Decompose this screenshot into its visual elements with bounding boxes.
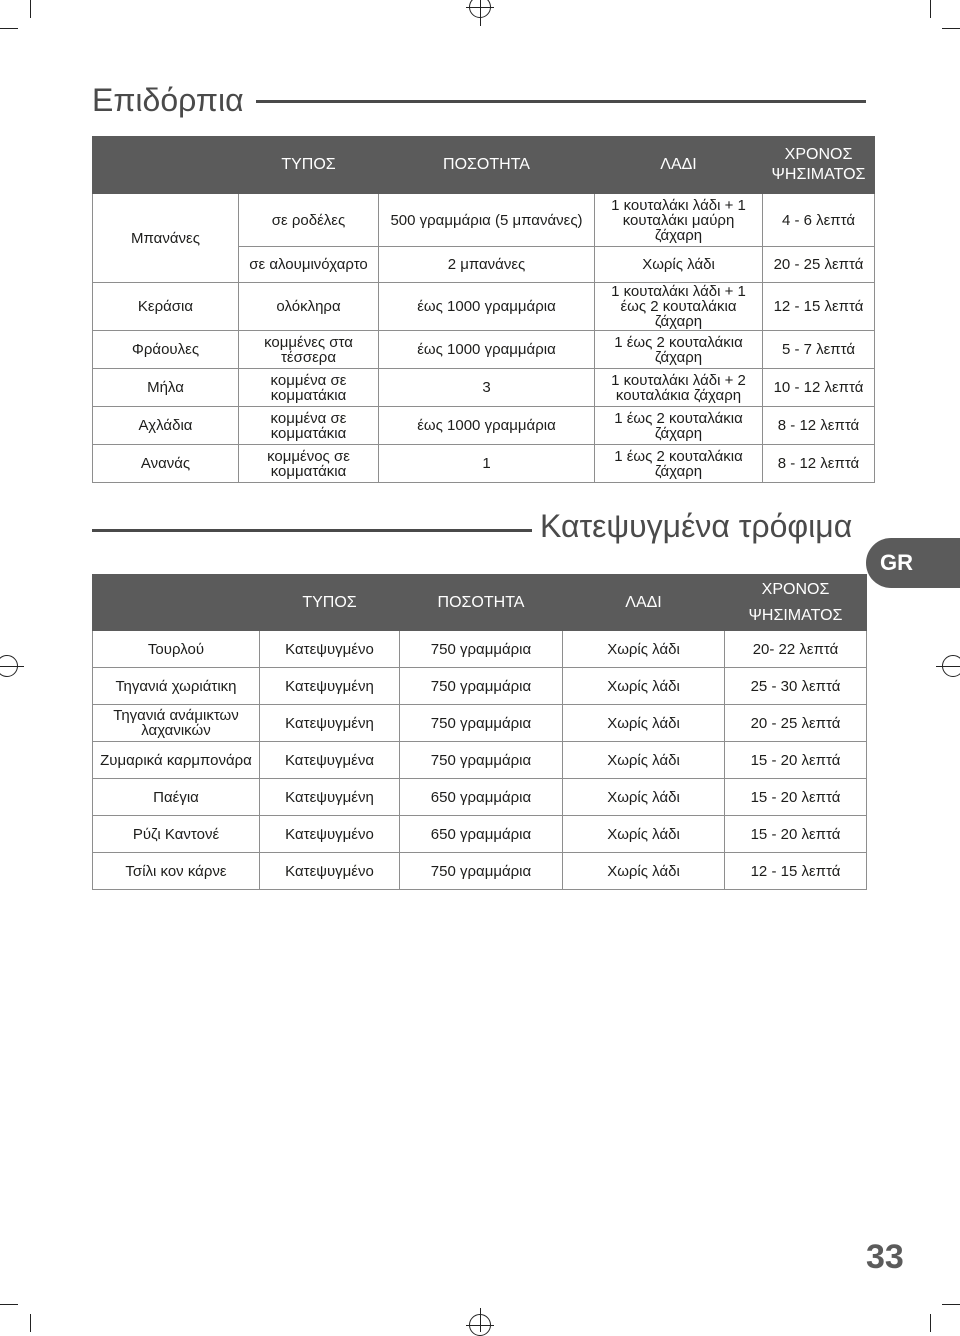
row-label: Κεράσια	[93, 283, 239, 331]
header-cell: ΛΑΔΙ	[563, 575, 725, 631]
row-label: Τσίλι κον κάρνε	[93, 853, 260, 890]
row-label: Ανανάς	[93, 445, 239, 483]
cell-quantity: 750 γραμμάρια	[400, 742, 563, 779]
header-cell	[93, 575, 260, 631]
cell-oil: Χωρίς λάδι	[563, 779, 725, 816]
cell-oil: Χωρίς λάδι	[563, 742, 725, 779]
row-label: Τουρλού	[93, 631, 260, 668]
table-row	[93, 445, 875, 483]
cell-oil: Χωρίς λάδι	[563, 668, 725, 705]
crop-mark	[30, 1314, 31, 1332]
cell-quantity: 3	[379, 369, 595, 407]
cell-oil: 1 έως 2 κουταλάκια ζάχαρη	[595, 445, 763, 483]
crop-mark	[930, 1314, 931, 1332]
cell-time: 5 - 7 λεπτά	[763, 331, 875, 369]
cell-quantity: 650 γραμμάρια	[400, 779, 563, 816]
table-header-row	[93, 575, 867, 631]
header-cell: ΧΡΟΝΟΣ ΨΗΣΙΜΑΤΟΣ	[763, 137, 875, 194]
cell-type: Κατεψυγμένα	[260, 742, 400, 779]
header-cell: ΛΑΔΙ	[595, 137, 763, 194]
table-row	[93, 369, 875, 407]
registration-mark	[936, 666, 960, 667]
row-label: Ρύζι Καντονέ	[93, 816, 260, 853]
cell-type: Κατεψυγμένη	[260, 668, 400, 705]
cell-type: Κατεψυγμένη	[260, 779, 400, 816]
table-row	[93, 331, 875, 369]
cell-type: κομμένος σε κομματάκια	[239, 445, 379, 483]
header-cell: ΧΡΟΝΟΣ ΨΗΣΙΜΑΤΟΣ	[725, 575, 867, 631]
table-row	[93, 283, 875, 331]
cell-quantity: 1	[379, 445, 595, 483]
table-row	[93, 742, 867, 779]
cell-time: 15 - 20 λεπτά	[725, 742, 867, 779]
cell-type: σε αλουμινόχαρτο	[239, 247, 379, 283]
cell-type: ολόκληρα	[239, 283, 379, 331]
table-row	[93, 631, 867, 668]
table-row	[93, 853, 867, 890]
table-row	[93, 779, 867, 816]
section-title-frozen: Κατεψυγμένα τρόφιμα	[540, 508, 853, 544]
cell-oil: 1 έως 2 κουταλάκια ζάχαρη	[595, 407, 763, 445]
registration-mark	[480, 0, 481, 26]
cell-quantity: 750 γραμμάρια	[400, 631, 563, 668]
row-label: Αχλάδια	[93, 407, 239, 445]
cell-oil: 1 κουταλάκι λάδι + 1 έως 2 κουταλάκια ζάχαρη	[595, 283, 763, 331]
table-row	[93, 705, 867, 742]
header-cell	[93, 137, 239, 194]
table-row	[93, 816, 867, 853]
cell-quantity: 650 γραμμάρια	[400, 816, 563, 853]
cell-quantity: 750 γραμμάρια	[400, 668, 563, 705]
registration-mark	[466, 1325, 494, 1326]
header-cell: ΤΥΠΟΣ	[239, 137, 379, 194]
cell-oil: Χωρίς λάδι	[595, 247, 763, 283]
row-label: Μπανάνες	[93, 194, 239, 283]
cell-oil: 1 κουταλάκι λάδι + 2 κουταλάκια ζάχαρη	[595, 369, 763, 407]
cell-time: 20 - 25 λεπτά	[763, 247, 875, 283]
cell-time: 20 - 25 λεπτά	[725, 705, 867, 742]
cell-time: 4 - 6 λεπτά	[763, 194, 875, 247]
language-badge: GR	[866, 538, 960, 588]
cell-type: Κατεψυγμένο	[260, 631, 400, 668]
cell-time: 15 - 20 λεπτά	[725, 779, 867, 816]
row-label: Τηγανιά ανάμικτων λαχανικών	[93, 705, 260, 742]
cell-time: 15 - 20 λεπτά	[725, 816, 867, 853]
desserts-table	[92, 136, 875, 483]
crop-mark	[0, 28, 18, 29]
section-rule	[92, 529, 532, 532]
crop-mark	[942, 1304, 960, 1305]
cell-time: 20- 22 λεπτά	[725, 631, 867, 668]
cell-quantity: έως 1000 γραμμάρια	[379, 331, 595, 369]
cell-quantity: 750 γραμμάρια	[400, 853, 563, 890]
cell-time: 12 - 15 λεπτά	[725, 853, 867, 890]
cell-oil: 1 κουταλάκι λάδι + 1 κουταλάκι μαύρη ζάχαρη	[595, 194, 763, 247]
row-label: Φράουλες	[93, 331, 239, 369]
table-row	[93, 668, 867, 705]
cell-type: κομμένα σε κομματάκια	[239, 369, 379, 407]
cell-time: 10 - 12 λεπτά	[763, 369, 875, 407]
cell-oil: Χωρίς λάδι	[563, 816, 725, 853]
row-label: Παέγια	[93, 779, 260, 816]
cell-oil: Χωρίς λάδι	[563, 705, 725, 742]
cell-type: Κατεψυγμένο	[260, 816, 400, 853]
crop-mark	[942, 28, 960, 29]
crop-mark	[0, 1304, 18, 1305]
cell-time: 12 - 15 λεπτά	[763, 283, 875, 331]
table-header-row	[93, 137, 875, 194]
row-label: Ζυμαρικά καρμπονάρα	[93, 742, 260, 779]
cell-quantity: 750 γραμμάρια	[400, 705, 563, 742]
cell-quantity: 2 μπανάνες	[379, 247, 595, 283]
cell-quantity: έως 1000 γραμμάρια	[379, 283, 595, 331]
frozen-table	[92, 574, 867, 890]
table-row	[93, 407, 875, 445]
section-rule	[256, 100, 866, 103]
section-title-desserts: Επιδόρπια	[92, 82, 244, 118]
row-label: Τηγανιά χωριάτικη	[93, 668, 260, 705]
cell-oil: Χωρίς λάδι	[563, 853, 725, 890]
cell-type: σε ροδέλες	[239, 194, 379, 247]
registration-mark	[466, 7, 494, 8]
cell-type: κομμένα σε κομματάκια	[239, 407, 379, 445]
cell-type: κομμένες στα τέσσερα	[239, 331, 379, 369]
crop-mark	[930, 0, 931, 18]
cell-time: 25 - 30 λεπτά	[725, 668, 867, 705]
crop-mark	[30, 0, 31, 18]
header-cell: ΠΟΣΟΤΗΤΑ	[379, 137, 595, 194]
cell-oil: Χωρίς λάδι	[563, 631, 725, 668]
registration-mark	[0, 666, 24, 667]
cell-type: Κατεψυγμένη	[260, 705, 400, 742]
cell-time: 8 - 12 λεπτά	[763, 445, 875, 483]
header-cell: ΤΥΠΟΣ	[260, 575, 400, 631]
table-row	[93, 194, 875, 247]
cell-oil: 1 έως 2 κουταλάκια ζάχαρη	[595, 331, 763, 369]
row-label: Μήλα	[93, 369, 239, 407]
cell-quantity: 500 γραμμάρια (5 μπανάνες)	[379, 194, 595, 247]
registration-mark	[480, 1308, 481, 1332]
cell-quantity: έως 1000 γραμμάρια	[379, 407, 595, 445]
cell-type: Κατεψυγμένο	[260, 853, 400, 890]
header-cell: ΠΟΣΟΤΗΤΑ	[400, 575, 563, 631]
cell-time: 8 - 12 λεπτά	[763, 407, 875, 445]
page-number: 33	[866, 1238, 904, 1276]
